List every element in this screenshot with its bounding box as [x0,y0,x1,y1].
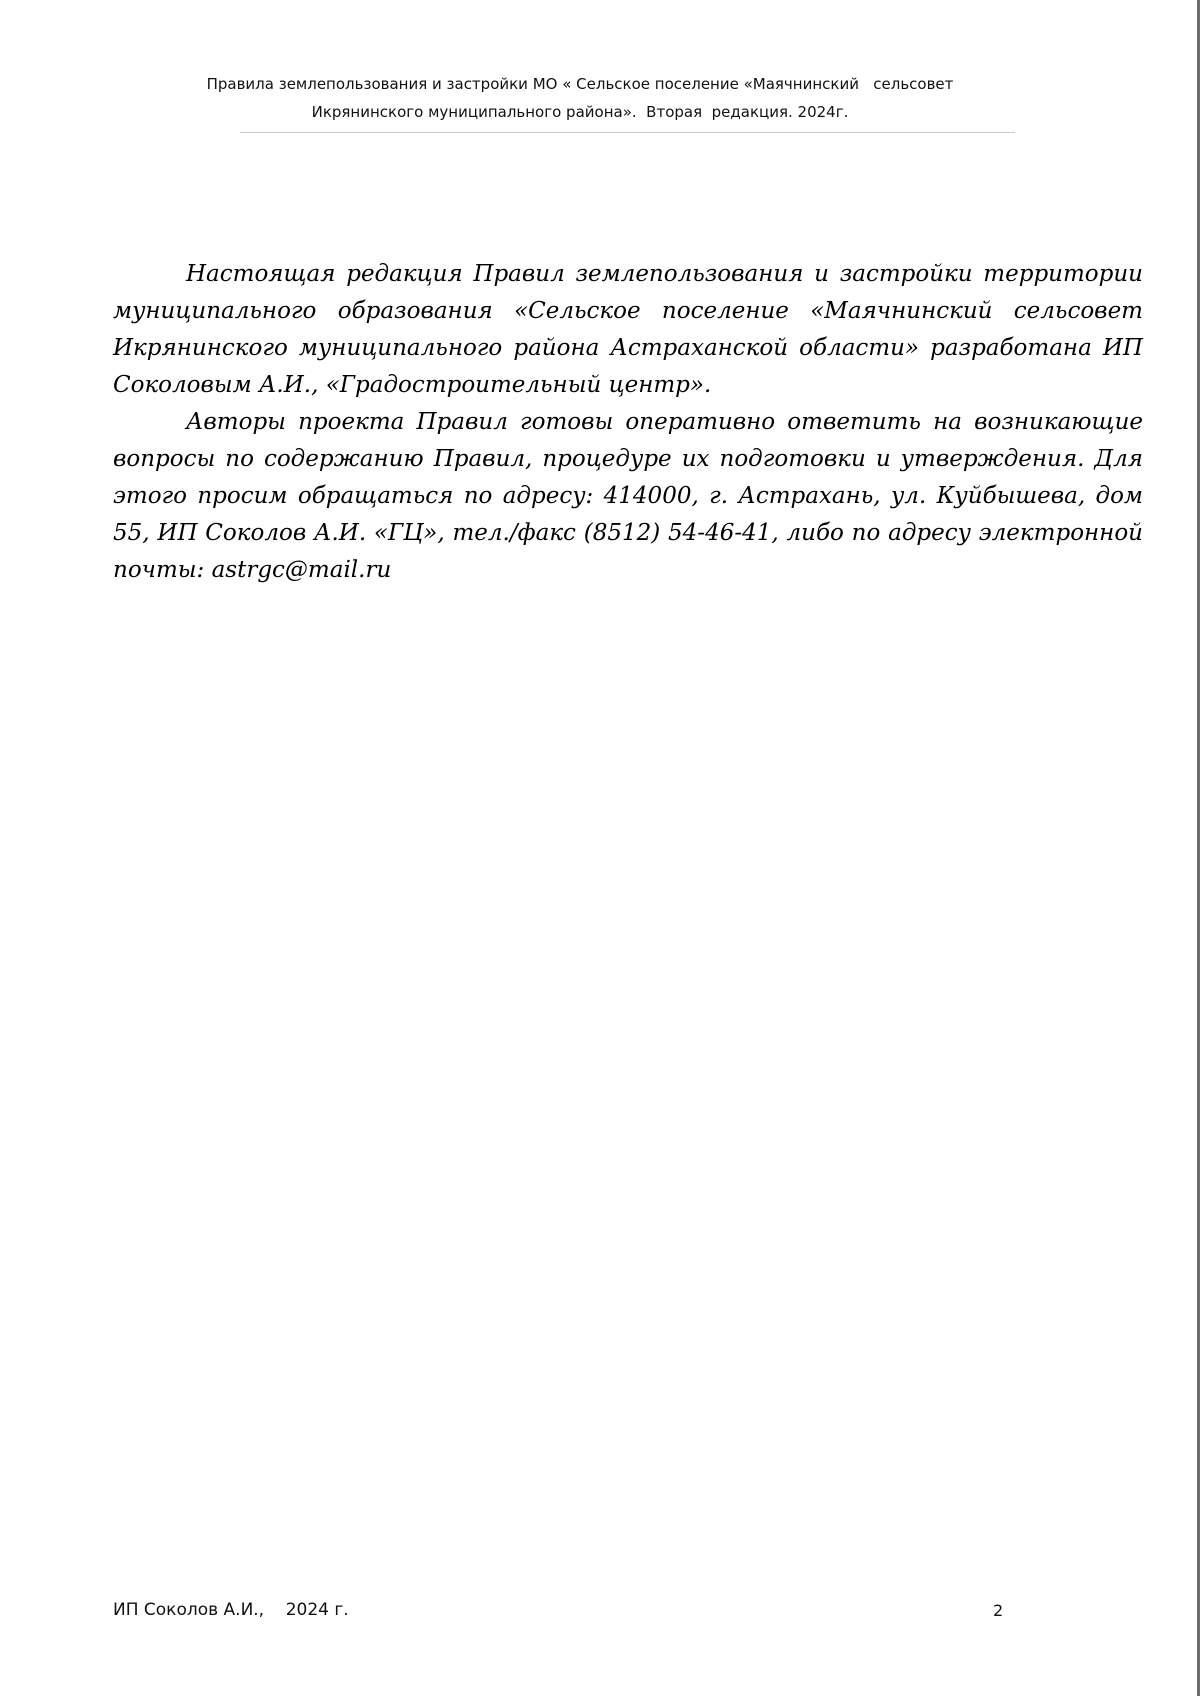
header-divider [240,132,1015,133]
footer-author-year: ИП Соколов А.И., 2024 г. [113,1600,349,1620]
header-line-2: Икрянинского муниципального района». Вторая редакция. 2024г. [311,103,849,121]
paragraph-contact-info: Авторы проекта Правил готовы оперативно ответить на возникающие вопросы по содержанию Правил, процедуре их подготовки и утверждения. Для этого просим обращаться по адресу: 414000, г. Астрахань, ул. Куйбышева, дом 55, ИП Соколов А.И. «ГЦ», тел./факс (8512) 54-46-41, либо по адресу электронной почты: astrgc@mail.ru [113,409,1143,583]
paragraph-edition-note: Настоящая редакция Правил землепользования и застройки территории муниципального образования «Сельское поселение «Маячнинский сельсовет Икрянинского муниципального района Астраханской области» разработана ИП Соколовым А.И., «Градостроительный центр». [113,261,1143,398]
document-body [113,256,1143,589]
running-header [180,70,980,126]
page-number: 2 [993,1601,1004,1620]
header-line-1: Правила землепользования и застройки МО « Сельское поселение «Маячнинский сельсовет [206,75,954,93]
